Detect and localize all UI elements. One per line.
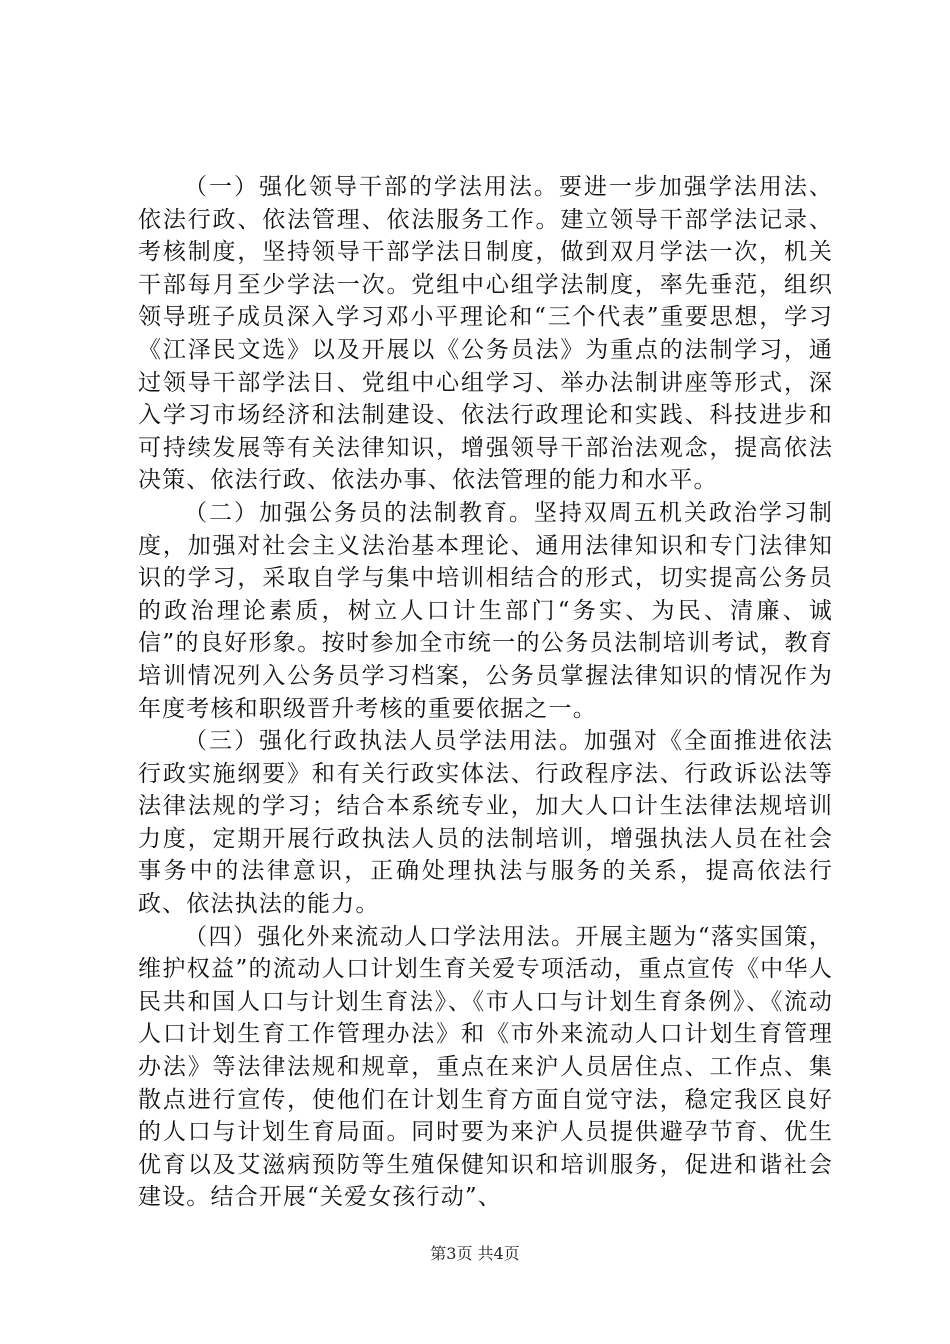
paragraph-law-enforcement-staff: （三）强化行政执法人员学法用法。加强对《全面推进依法行政实施纲要》和有关行政实体法、行政程序法、行政诉讼法等法律法规的学习；结合本系统专业，加大人口计生法律法规培训力度，定期开展行政执法人员的法制培训，增强执法人员在社会事务中的法律意识，正确处理执法与服务的关系，提高依法行政、依法执法的能力。 xyxy=(138,728,833,918)
paragraph-leadership-cadres: （一）强化领导干部的学法用法。要进一步加强学法用法、依法行政、依法管理、依法服务工作。建立领导干部学法记录、考核制度，坚持领导干部学法日制度，做到双月学法一次，机关干部每月至少学法一次。党组中心组学法制度，率先垂范，组织领导班子成员深入学习邓小平理论和“三个代表”重要思想，学习《江泽民文选》以及开展以《公务员法》为重点的法制学习，通过领导干部学法日、党组中心组学习、举办法制讲座等形式，深入学习市场经济和法制建设、依法行政理论和实践、科技进步和可持续发展等有关法律知识，增强领导干部治法观念，提高依法决策、依法行政、依法办事、依法管理的能力和水平。 xyxy=(138,174,833,494)
paragraph-civil-servants: （二）加强公务员的法制教育。坚持双周五机关政治学习制度，加强对社会主义法治基本理论、通用法律知识和专门法律知识的学习，采取自学与集中培训相结合的形式，切实提高公务员的政治理论素质，树立人口计生部门“务实、为民、清廉、诚信”的良好形象。按时参加全市统一的公务员法制培训考试，教育培训情况列入公务员学习档案，公务员掌握法律知识的情况作为年度考核和职级晋升考核的重要依据之一。 xyxy=(138,499,833,722)
document-body xyxy=(138,171,833,1214)
page-number-footer: 第3页 共4页 xyxy=(430,1244,520,1263)
paragraph-migrant-population: （四）强化外来流动人口学法用法。开展主题为“落实国策，维护权益”的流动人口计划生育关爱专项活动，重点宣传《中华人民共和国人口与计划生育法》、《市人口与计划生育条例》、《流动人口计划生育工作管理办法》和《市外来流动人口计划生育管理办法》等法律法规和规章，重点在来沪人员居住点、工作点、集散点进行宣传，使他们在计划生育方面自觉守法，稳定我区良好的人口与计划生育局面。同时要为来沪人员提供避孕节育、优生优育以及艾滋病预防等生殖保健知识和培训服务，促进和谐社会建设。结合开展“关爱女孩行动”、 xyxy=(138,923,833,1211)
